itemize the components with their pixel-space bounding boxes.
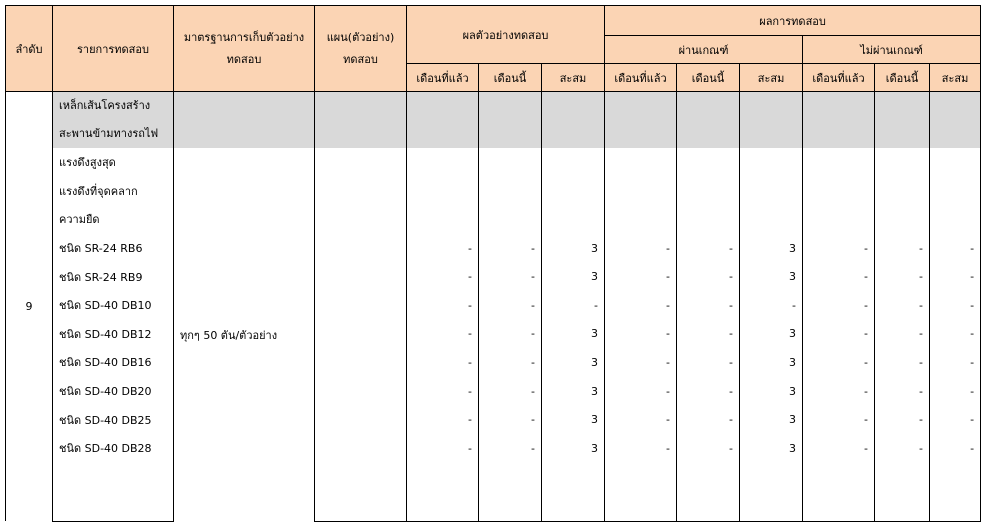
value-cell: - bbox=[479, 377, 542, 406]
item-name: ชนิด SD-40 DB10 bbox=[53, 291, 174, 320]
header-pass-last-month: เดือนที่แล้ว bbox=[605, 64, 677, 92]
value-cell: - bbox=[803, 348, 875, 377]
value-cell: 3 bbox=[740, 377, 803, 406]
value-cell: - bbox=[605, 434, 677, 463]
value-cell: - bbox=[542, 291, 605, 320]
table-row bbox=[6, 291, 981, 320]
value-cell: - bbox=[479, 348, 542, 377]
value-cell: - bbox=[875, 434, 930, 463]
category-label: เหล็กเส้นโครงสร้าง สะพานข้ามทางรถไฟ bbox=[53, 92, 174, 149]
table-row bbox=[6, 377, 981, 406]
table-row bbox=[6, 434, 981, 463]
value-cell: 3 bbox=[740, 348, 803, 377]
spacer-row bbox=[6, 463, 981, 522]
value-cell: 3 bbox=[740, 434, 803, 463]
header-pass-cumulative: สะสม bbox=[740, 64, 803, 92]
value-cell: - bbox=[605, 320, 677, 349]
item-name: ชนิด SR-24 RB6 bbox=[53, 234, 174, 263]
value-cell: - bbox=[479, 234, 542, 263]
value-cell: 3 bbox=[740, 320, 803, 349]
header-standard: มาตรฐานการเก็บตัวอย่างทดสอบ bbox=[174, 6, 315, 92]
header-pass-this-month: เดือนนี้ bbox=[677, 64, 740, 92]
plan-cell bbox=[315, 320, 407, 349]
value-cell: 3 bbox=[740, 405, 803, 434]
plan-cell bbox=[315, 377, 407, 406]
value-cell: - bbox=[605, 348, 677, 377]
header-sample-last-month: เดือนที่แล้ว bbox=[407, 64, 479, 92]
plan-cell bbox=[315, 234, 407, 263]
value-cell: - bbox=[803, 434, 875, 463]
header-pass: ผ่านเกณฑ์ bbox=[605, 36, 803, 64]
prop-label: แรงดึงที่จุดคลาก bbox=[53, 177, 174, 206]
value-cell: - bbox=[677, 234, 740, 263]
value-cell: - bbox=[803, 320, 875, 349]
prop-label: ความยืด bbox=[53, 205, 174, 234]
value-cell: 3 bbox=[542, 320, 605, 349]
header-order: ลำดับ bbox=[6, 6, 53, 92]
value-cell: - bbox=[605, 234, 677, 263]
value-cell: - bbox=[677, 262, 740, 291]
value-cell: - bbox=[407, 348, 479, 377]
value-cell: - bbox=[605, 405, 677, 434]
item-name: ชนิด SD-40 DB12 bbox=[53, 320, 174, 349]
value-cell: - bbox=[677, 291, 740, 320]
table-row bbox=[6, 320, 981, 349]
header-sample-this-month: เดือนนี้ bbox=[479, 64, 542, 92]
value-cell: 3 bbox=[542, 262, 605, 291]
value-cell: 3 bbox=[542, 234, 605, 263]
value-cell: - bbox=[407, 234, 479, 263]
item-name: ชนิด SD-40 DB25 bbox=[53, 405, 174, 434]
header-test-item: รายการทดสอบ bbox=[53, 6, 174, 92]
table-row bbox=[6, 348, 981, 377]
value-cell: - bbox=[930, 434, 981, 463]
value-cell: 3 bbox=[542, 434, 605, 463]
value-cell: - bbox=[407, 320, 479, 349]
plan-cell bbox=[315, 291, 407, 320]
value-cell: 3 bbox=[740, 234, 803, 263]
value-cell: - bbox=[479, 262, 542, 291]
value-cell: - bbox=[740, 291, 803, 320]
item-name: ชนิด SD-40 DB28 bbox=[53, 434, 174, 463]
header-sample-cumulative: สะสม bbox=[542, 64, 605, 92]
value-cell: - bbox=[479, 434, 542, 463]
value-cell: - bbox=[407, 377, 479, 406]
value-cell: - bbox=[875, 320, 930, 349]
value-cell: - bbox=[930, 377, 981, 406]
item-name: ชนิด SD-40 DB16 bbox=[53, 348, 174, 377]
value-cell: - bbox=[407, 434, 479, 463]
value-cell: - bbox=[930, 320, 981, 349]
value-cell: - bbox=[930, 262, 981, 291]
value-cell: - bbox=[605, 262, 677, 291]
item-name: ชนิด SR-24 RB9 bbox=[53, 262, 174, 291]
table-row bbox=[6, 405, 981, 434]
value-cell: - bbox=[875, 377, 930, 406]
value-cell: - bbox=[803, 291, 875, 320]
header-fail: ไม่ผ่านเกณฑ์ bbox=[803, 36, 981, 64]
value-cell: - bbox=[479, 291, 542, 320]
value-cell: - bbox=[875, 348, 930, 377]
value-cell: - bbox=[930, 405, 981, 434]
table-row bbox=[6, 262, 981, 291]
value-cell: - bbox=[803, 234, 875, 263]
value-cell: - bbox=[407, 291, 479, 320]
header-fail-this-month: เดือนนี้ bbox=[875, 64, 930, 92]
value-cell: - bbox=[875, 291, 930, 320]
row-order: 9 bbox=[6, 92, 53, 522]
value-cell: - bbox=[875, 262, 930, 291]
value-cell: - bbox=[605, 291, 677, 320]
item-name: ชนิด SD-40 DB20 bbox=[53, 377, 174, 406]
value-cell: - bbox=[677, 405, 740, 434]
value-cell: - bbox=[677, 320, 740, 349]
plan-cell bbox=[315, 348, 407, 377]
table-row bbox=[6, 234, 981, 263]
value-cell: 3 bbox=[542, 377, 605, 406]
value-cell: - bbox=[407, 262, 479, 291]
value-cell: - bbox=[479, 320, 542, 349]
value-cell: - bbox=[930, 291, 981, 320]
value-cell: - bbox=[875, 234, 930, 263]
header-sample-results: ผลตัวอย่างทดสอบ bbox=[407, 6, 605, 64]
value-cell: 3 bbox=[542, 405, 605, 434]
value-cell: - bbox=[677, 434, 740, 463]
value-cell: - bbox=[930, 234, 981, 263]
header-fail-last-month: เดือนที่แล้ว bbox=[803, 64, 875, 92]
value-cell: - bbox=[605, 377, 677, 406]
value-cell: - bbox=[803, 377, 875, 406]
prop-label: แรงดึงสูงสุด bbox=[53, 148, 174, 177]
header-plan: แผน(ตัวอย่าง) ทดสอบ bbox=[315, 6, 407, 92]
header-test-results: ผลการทดสอบ bbox=[605, 6, 981, 36]
value-cell: - bbox=[803, 262, 875, 291]
test-results-table bbox=[5, 5, 981, 522]
value-cell: - bbox=[677, 348, 740, 377]
value-cell: - bbox=[875, 405, 930, 434]
value-cell: - bbox=[930, 348, 981, 377]
value-cell: - bbox=[677, 377, 740, 406]
plan-cell bbox=[315, 434, 407, 463]
value-cell: 3 bbox=[542, 348, 605, 377]
plan-cell bbox=[315, 405, 407, 434]
value-cell: - bbox=[803, 405, 875, 434]
value-cell: - bbox=[479, 405, 542, 434]
header-fail-cumulative: สะสม bbox=[930, 64, 981, 92]
value-cell: 3 bbox=[740, 262, 803, 291]
value-cell: - bbox=[407, 405, 479, 434]
sampling-standard: ทุกๆ 50 ตัน/ตัวอย่าง bbox=[174, 148, 315, 521]
plan-cell bbox=[315, 262, 407, 291]
